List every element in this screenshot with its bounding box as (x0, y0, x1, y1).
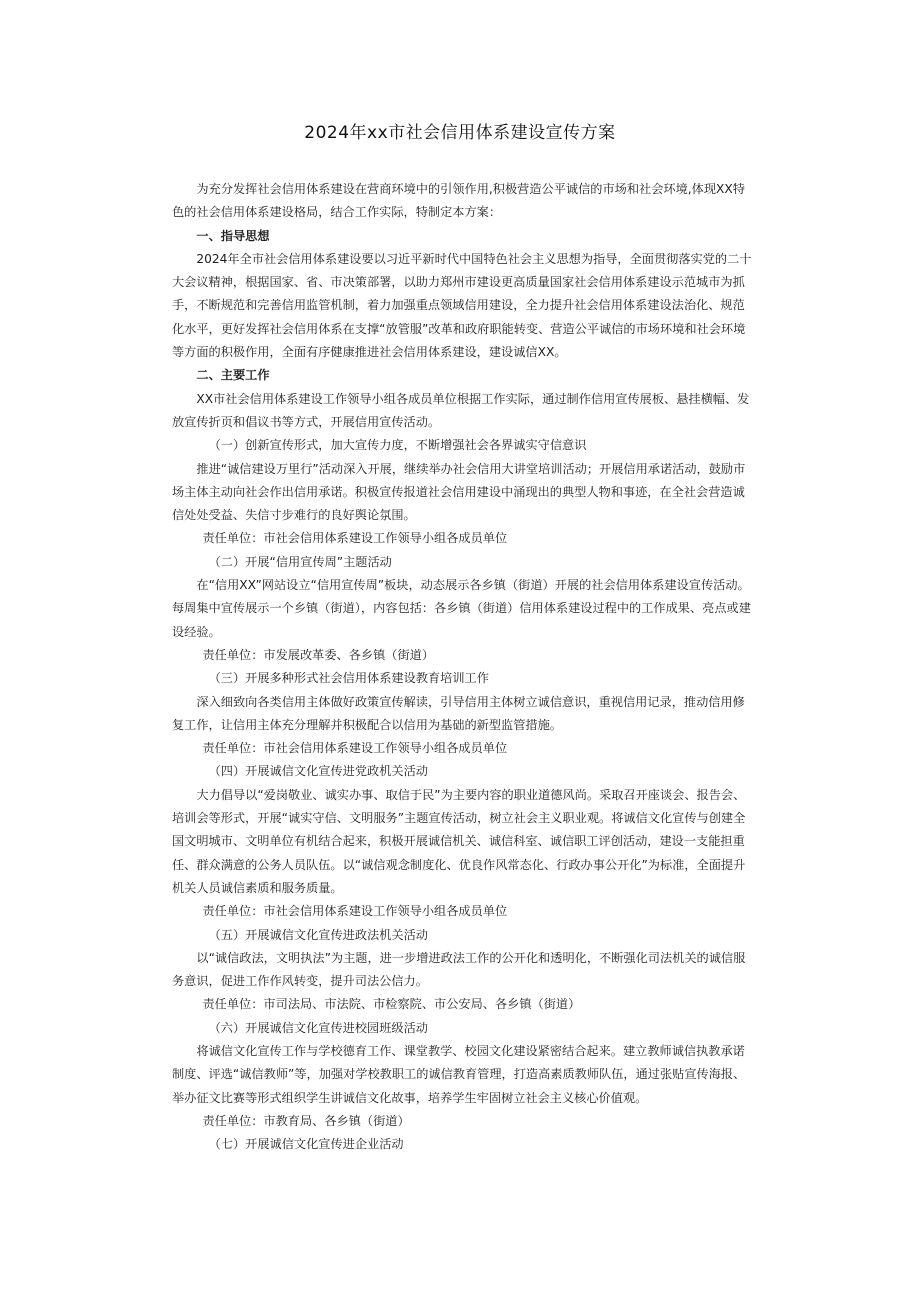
responsible-unit-2: 责任单位：市发展改革委、各乡镇（街道） (202, 647, 435, 662)
document-title: 2024年xx市社会信用体系建设宣传方案 (304, 123, 616, 143)
subsection-body-4: 大力倡导以“爱岗敬业、诚实办事、取信于民”为主要内容的职业道德风尚。采取召开座谈会、报告会、培训会等形式，开展“诚实守信、文明服务”主题宣传活动，树立社会主义职业观。将诚信文化宣传与创建全国文明城市、文明单位有机结合起来，积极开展诚信机关、诚信科室、诚信职工评创活动，建设一支能担重任、群众满意的公务人员队伍。以“诚信观念制度化、优良作风常态化、行政办事公开化”为标准，全面提升机关人员诚信素质和服务质量。 (172, 787, 746, 895)
subsection-heading-2: （二）开展“信用宣传周”主题活动 (208, 554, 392, 569)
responsible-unit-3: 责任单位：市社会信用体系建设工作领导小组各成员单位 (202, 741, 508, 756)
responsible-unit-6: 责任单位：市教育局、各乡镇（街道） (202, 1113, 410, 1128)
responsible-unit-4: 责任单位：市社会信用体系建设工作领导小组各成员单位 (202, 904, 508, 919)
subsection-body-2: 在“信用XX”网站设立“信用宣传周”板块，动态展示各乡镇（街道）开展的社会信用体系建设宣传活动。每周集中宣传展示一个乡镇（街道），内容包括：各乡镇（街道）信用体系建设过程中的工作成果、亮点或建设经验。 (172, 578, 751, 639)
subsection-body-6: 将诚信文化宣传工作与学校德育工作、课堂教学、校园文化建设紧密结合起来。建立教师诚信执教承诺制度、评选“诚信教师”等，加强对学校教职工的诚信教育管理，打造高素质教师队伍，通过张贴宣传海报、举办征文比赛等形式组织学生讲诚信文化故事，培养学生牢固树立社会主义核心价值观。 (172, 1043, 746, 1105)
main-work-paragraph: XX市社会信用体系建设工作领导小组各成员单位根据工作实际，通过制作信用宣传展板、悬挂横幅、发放宣传折页和倡议书等方式，开展信用宣传活动。 (172, 391, 750, 429)
subsection-body-1: 推进“诚信建设万里行”活动深入开展，继续举办社会信用大讲堂培训活动；开展信用承诺活动，鼓励市场主体主动向社会作出信用承诺。积极宣传报道社会信用建设中涌现出的典型人物和事迹，在全社会营造诚信处处受益、失信寸步难行的良好舆论氛围。 (172, 461, 746, 523)
responsible-unit-5: 责任单位：市司法局、市法院、市检察院、市公安局、各乡镇（街道） (202, 997, 581, 1012)
responsible-unit-1: 责任单位：市社会信用体系建设工作领导小组各成员单位 (202, 531, 508, 546)
subsection-heading-5: （五）开展诚信文化宣传进政法机关活动 (208, 927, 428, 942)
section-heading-2: 二、主要工作 (196, 368, 270, 383)
document-body (172, 178, 756, 1156)
subsection-body-3: 深入细致向各类信用主体做好政策宣传解读，引导信用主体树立诚信意识，重视信用记录，推动信用修复工作，让信用主体充分理解并积极配合以信用为基础的新型监管措施。 (172, 694, 745, 732)
subsection-body-5: 以“诚信政法，文明执法”为主题，进一步增进政法工作的公开化和透明化，不断强化司法机关的诚信服务意识，促进工作作风转变，提升司法公信力。 (172, 950, 746, 989)
subsection-heading-1: （一）创新宣传形式，加大宣传力度，不断增强社会各界诚实守信意识 (208, 438, 587, 453)
subsection-heading-3: （三）开展多种形式社会信用体系建设教育培训工作 (208, 671, 489, 686)
section-heading-1: 一、指导思想 (196, 228, 270, 243)
intro-paragraph: 为充分发挥社会信用体系建设在营商环境中的引领作用,积极营造公平诚信的市场和社会环境,体现XX特色的社会信用体系建设格局，结合工作实际，特制定本方案： (172, 182, 745, 220)
subsection-heading-7: （七）开展诚信文化宣传进企业活动 (208, 1137, 404, 1152)
guiding-paragraph: 2024年全市社会信用体系建设要以习近平新时代中国特色社会主义思想为指导，全面贯彻落实党的二十大会议精神，根据国家、省、市决策部署，以助力郑州市建设更高质量国家社会信用体系建设示范城市为抓手，不断规范和完善信用监管机制，着力加强重点领域信用建设，全力提升社会信用体系建设法治化、规范化水平，更好发挥社会信用体系在支撑“放管服”改革和政府职能转变、营造公平诚信的市场环境和社会环境等方面的积极作用，全面有序健康推进社会信用体系建设，建设诚信XX。 (172, 251, 752, 360)
subsection-heading-6: （六）开展诚信文化宣传进校园班级活动 (208, 1020, 428, 1035)
subsection-heading-4: （四）开展诚信文化宣传进党政机关活动 (208, 764, 428, 779)
